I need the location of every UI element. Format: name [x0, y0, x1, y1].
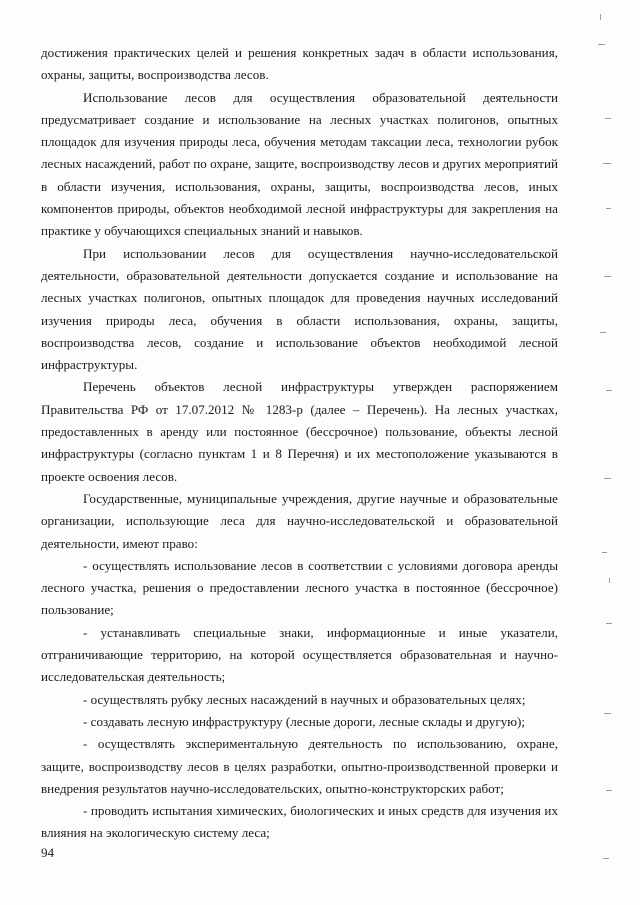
list-item-4: - создавать лесную инфраструктуру (лесные дороги, лесные склады и другую);: [83, 713, 526, 729]
document-body: [41, 42, 558, 845]
scan-mark: [606, 208, 611, 209]
scan-mark: [603, 858, 609, 859]
scan-mark: [602, 552, 607, 553]
scan-mark: [606, 623, 612, 624]
list-item-3: - осуществлять рубку лесных насаждений в научных и образовательных целях;: [83, 691, 526, 707]
paragraph-2: Использование лесов для осуществления образовательной деятельности предусматривает создание и использование на лесных участках полигонов, опытных площадок для изучения природы леса, обучения методам таксации леса, технологии рубок лесных насаждений, работ по охране, защите, воспроизводству лесов и других мероприятий в области изучения, использования, охраны, защиты, воспроизводства лесов, иных компонентов природы, объектов необходимой лесной инфраструктуры для закрепления на практике у обучающихся специальных знаний и навыков.: [41, 89, 558, 239]
paragraph-3: При использовании лесов для осуществления научно-исследовательской деятельности, образовательной деятельности допускается создание и использование на лесных участках полигонов, опытных площадок для проведения научных исследований изучения природы леса, обучения в области использования, охраны, защиты, воспроизводства лесов, создание и использование объектов необходимой лесной инфраструктуры.: [41, 245, 558, 373]
list-item-6: - проводить испытания химических, биологических и иных средств для изучения их влияния на экологическую систему леса;: [41, 803, 558, 841]
list-item-2: - устанавливать специальные знаки, информационные и иные указатели, отграничивающие территорию, на которой осуществляется образовательная и научно-исследовательская деятельность;: [41, 624, 558, 685]
scan-mark: [604, 276, 611, 277]
scan-mark: [598, 44, 605, 45]
scan-mark: [603, 163, 611, 164]
page-number: 94: [41, 845, 55, 860]
list-item-5: - осуществлять экспериментальную деятельность по использованию, охране, защите, воспроизводству лесов в целях разработки, опытно-производственной проверки и внедрения результатов научно-исследовательских, опытно-конструкторских работ;: [41, 736, 558, 796]
scan-mark: [600, 332, 606, 333]
scan-mark: [606, 390, 612, 391]
scan-mark: [605, 118, 611, 119]
list-item-1: - осуществлять использование лесов в соответствии с условиями договора аренды лесного участка, решения о предоставлении лесного участка в постоянное (бессрочное) пользование;: [41, 557, 558, 618]
scan-mark: [604, 478, 611, 479]
paragraph-4: Перечень объектов лесной инфраструктуры утвержден распоряжением Правительства РФ от 17.07.2012 № 1283-р (далее – Перечень). На лесных участках, предоставленных в аренду или постоянное (бессрочное) пользование, объекты лесной инфраструктуры (согласно пунктам 1 и 8 Перечня) и их местоположение указываются в проекте освоения лесов.: [41, 379, 558, 484]
paragraph-1: достижения практических целей и решения конкретных задач в области использования, охраны, защиты, воспроизводства лесов.: [41, 45, 558, 83]
scan-mark: [606, 790, 612, 791]
scan-mark: [600, 14, 601, 20]
scan-mark: [604, 713, 611, 714]
paragraph-5: Государственные, муниципальные учреждения, другие научные и образовательные организации, использующие леса для научно-исследовательской и образовательной деятельности, имеют право:: [41, 490, 558, 551]
scan-mark: [609, 578, 610, 583]
